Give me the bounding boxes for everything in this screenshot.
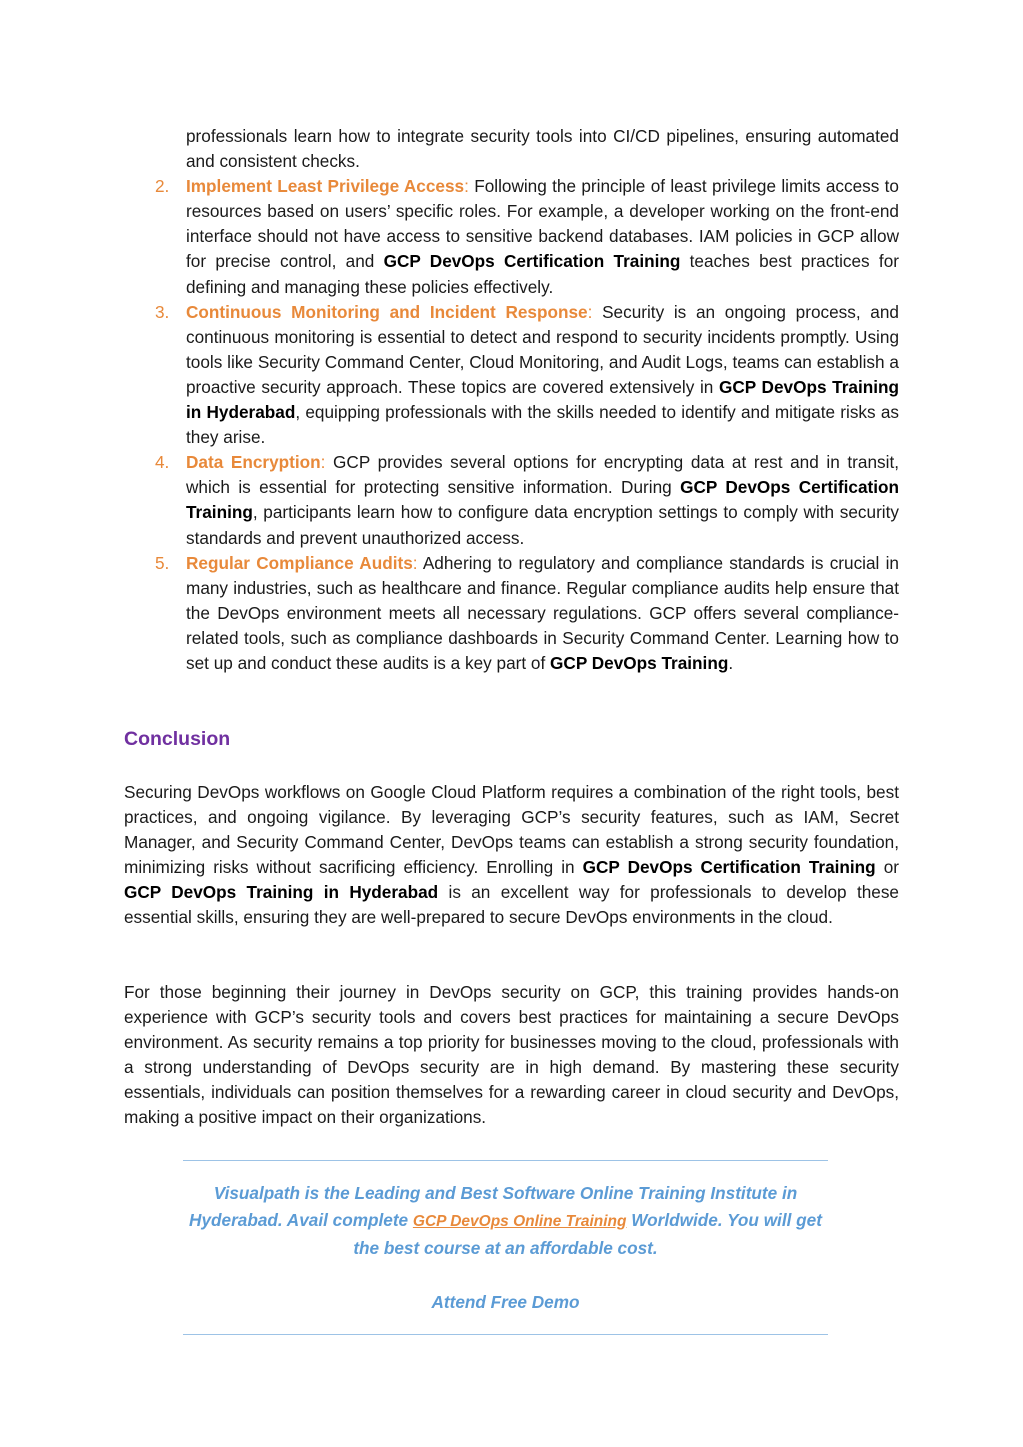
list-item-title: Data Encryption xyxy=(186,452,321,473)
list-item-number: 2. xyxy=(155,176,170,197)
list-item-text: GCP provides several options for encrypting data at rest and in transit, which is essential for protecting sensitive information. During xyxy=(186,452,899,498)
training-callout xyxy=(183,1160,828,1335)
list-item-continuation xyxy=(124,124,899,174)
list-item xyxy=(124,551,899,676)
list-item-colon: : xyxy=(320,452,326,473)
numbered-list xyxy=(124,124,899,676)
list-item-bold-phrase: GCP DevOps Certification Training xyxy=(383,251,681,272)
list-item-continuation-text: professionals learn how to integrate security tools into CI/CD pipelines, ensuring automated and consistent checks. xyxy=(186,126,899,172)
paragraph-text: is an excellent way for professionals to develop these essential skills, ensuring they are well-prepared to secure DevOps environments in the cloud. xyxy=(124,882,899,928)
callout-text-part: Worldwide. You will get the best course at an affordable cost. xyxy=(353,1209,822,1258)
paragraph-bold-phrase: GCP DevOps Training in Hyderabad xyxy=(124,882,439,903)
list-item-text: , equipping professionals with the skills needed to identify and mitigate risks as they arise. xyxy=(186,402,899,448)
conclusion-paragraph-1 xyxy=(124,780,899,931)
list-item-text: , participants learn how to configure data encryption settings to comply with security standards and prevent unauthorized access. xyxy=(186,502,899,548)
conclusion-heading: Conclusion xyxy=(124,728,231,750)
list-item-text: Adhering to regulatory and compliance standards is crucial in many industries, such as healthcare and finance. Regular compliance audits help ensure that the DevOps environment meets all necessary regulations. GCP offers several compliance-related tools, such as compliance dashboards in Security Command Center. Learning how to set up and conduct these audits is a key part of xyxy=(186,552,899,673)
list-item-colon: : xyxy=(587,301,593,322)
list-item-bold-phrase: GCP DevOps Training xyxy=(550,652,729,673)
list-item xyxy=(124,174,899,299)
paragraph-bold-phrase: GCP DevOps Certification Training xyxy=(582,857,876,878)
list-item xyxy=(124,300,899,451)
list-item-title: Regular Compliance Audits xyxy=(186,552,413,573)
list-item-colon: : xyxy=(464,176,469,197)
list-item-colon: : xyxy=(412,552,418,573)
conclusion-paragraph-2: For those beginning their journey in DevOps security on GCP, this training provides hands-on experience with GCP’s security tools and covers best practices for maintaining a secure DevOps environment. As security remains a top priority for businesses moving to the cloud, professionals with a strong understanding of DevOps security are in high demand. By mastering these security essentials, individuals can position themselves for a rewarding career in cloud security and DevOps, making a positive impact on their organizations. xyxy=(124,982,899,1128)
paragraph-text: Securing DevOps workflows on Google Cloud Platform requires a combination of the right tools, best practices, and ongoing vigilance. By leveraging GCP’s security features, such as IAM, Secret Manager, and Security Command Center, DevOps teams can establish a strong security foundation, minimizing risks without sacrificing efficiency. Enrolling in xyxy=(124,782,899,878)
list-item-text: Security is an ongoing process, and continuous monitoring is essential to detect and respond to security incidents promptly. Using tools like Security Command Center, Cloud Monitoring, and Audit Logs, teams can establish a proactive security approach. These topics are covered extensively in xyxy=(186,301,899,397)
list-item-text: teaches best practices for defining and managing these policies effectively. xyxy=(186,251,899,297)
list-item-bold-phrase: GCP DevOps Training in Hyderabad xyxy=(186,376,899,423)
list-items xyxy=(124,174,899,676)
attend-free-demo-label: Attend Free Demo xyxy=(431,1292,580,1312)
callout-text xyxy=(183,1180,828,1262)
list-item-text: Following the principle of least privilege limits access to resources based on users’ specific roles. For example, a developer working on the front-end interface should not have access to sensitive backend databases. IAM policies in GCP allow for precise control, and xyxy=(186,176,899,272)
list-item-number: 4. xyxy=(155,452,170,473)
list-item-title: Continuous Monitoring and Incident Response xyxy=(186,301,588,322)
callout-text-part: Visualpath is the Leading and Best Software Online Training Institute in Hyderabad. Avail complete xyxy=(189,1183,798,1230)
gcp-devops-online-training-link[interactable]: GCP DevOps Online Training xyxy=(412,1212,627,1230)
page-content xyxy=(124,124,900,1128)
list-item-number: 3. xyxy=(155,301,170,322)
list-item-text: . xyxy=(728,652,734,673)
list-item-title: Implement Least Privilege Access xyxy=(186,176,465,197)
list-item xyxy=(124,450,899,550)
paragraph-text: or xyxy=(875,857,899,878)
list-item-bold-phrase: GCP DevOps Certification Training xyxy=(186,477,900,523)
list-item-number: 5. xyxy=(155,552,170,573)
